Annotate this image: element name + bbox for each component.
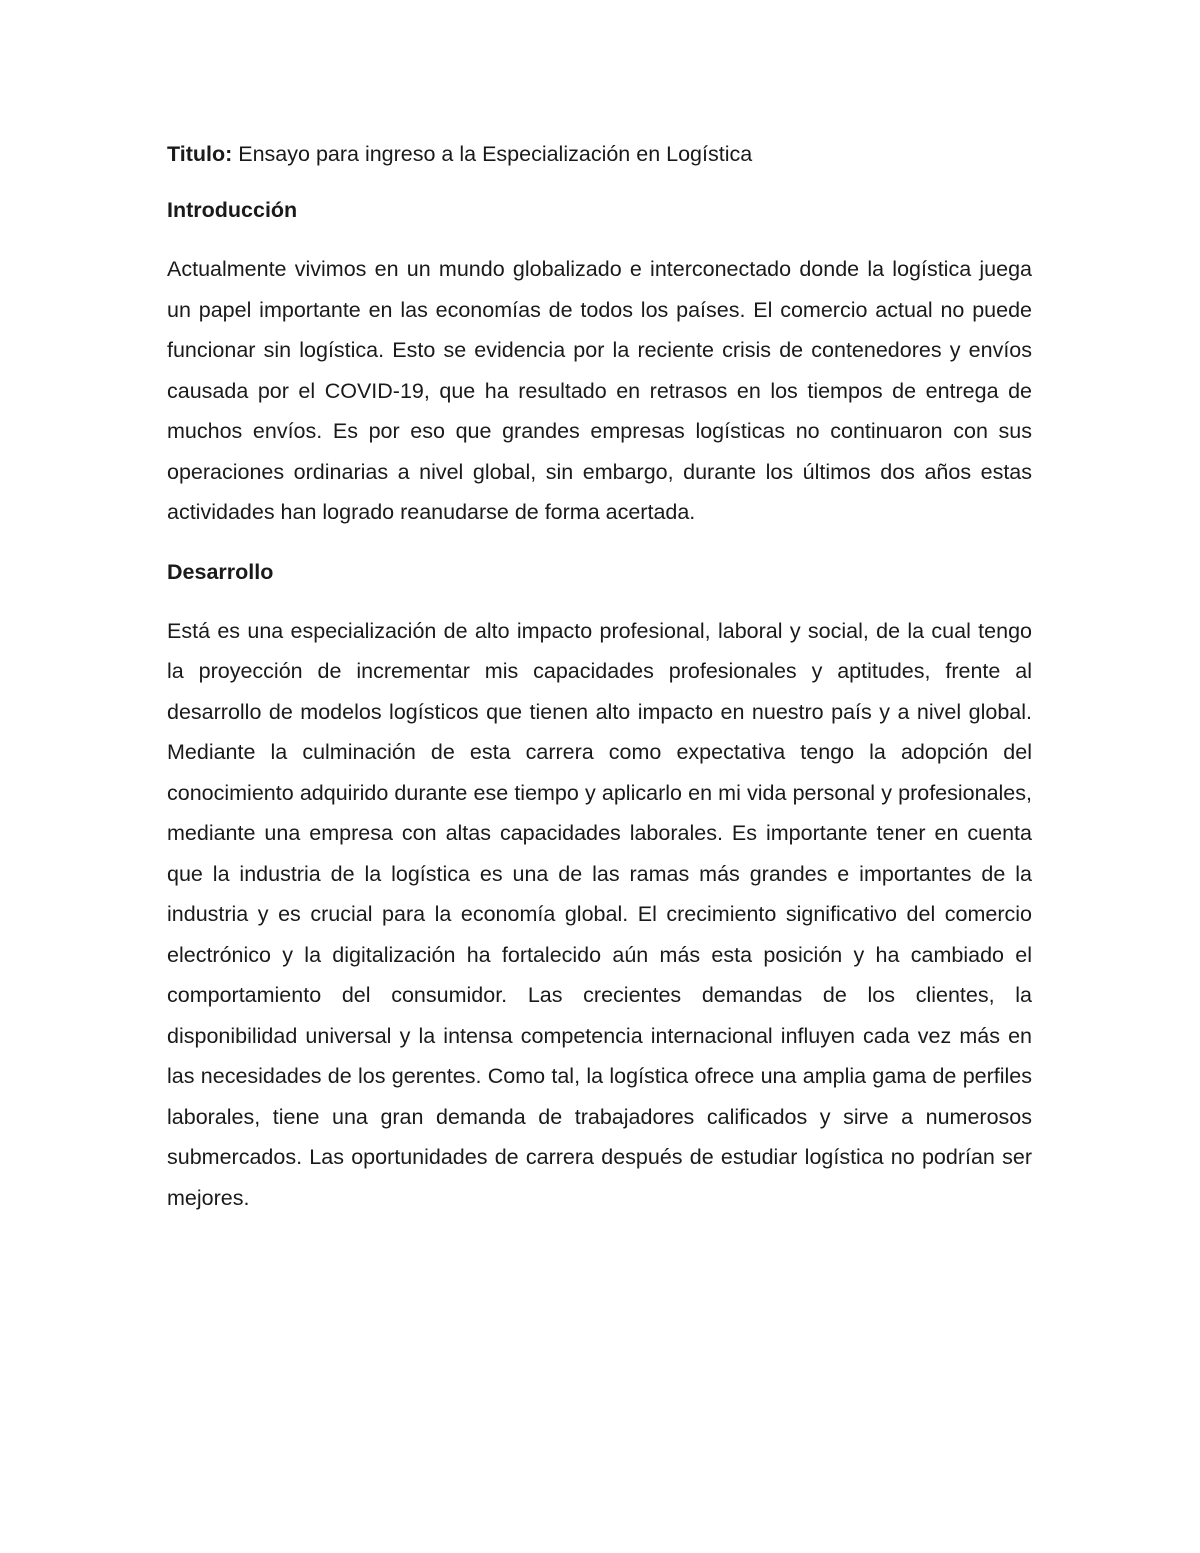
section-heading-introduccion: Introducción: [167, 198, 298, 222]
section-heading-desarrollo: Desarrollo: [167, 559, 274, 584]
document-title: [167, 137, 1032, 171]
title-label: Titulo:: [167, 142, 233, 166]
section-paragraph-introduccion: Actualmente vivimos en un mundo globalizado e interconectado donde la logística juega un papel importante en las economías de todos los países. El comercio actual no puede funcionar sin logística. Esto se evidencia por la reciente crisis de contenedores y envíos causada por el COVID-19, que ha resultado en retrasos en los tiempos de entrega de muchos envíos. Es por eso que grandes empresas logísticas no continuaron con sus operaciones ordinarias a nivel global, sin embargo, durante los últimos dos años estas actividades han logrado reanudarse de forma acertada.: [167, 257, 1032, 524]
title-text: Ensayo para ingreso a la Especialización en Logística: [232, 142, 753, 166]
section-paragraph-desarrollo: Está es una especialización de alto impacto profesional, laboral y social, de la cual tengo la proyección de incrementar mis capacidades profesionales y aptitudes, frente al desarrollo de modelos logísticos que tienen alto impacto en nuestro país y a nivel global. Mediante la culminación de esta carrera como expectativa tengo la adopción del conocimiento adquirido durante ese tiempo y aplicarlo en mi vida personal y profesionales, mediante una empresa con altas capacidades laborales. Es importante tener en cuenta que la industria de la logística es una de las ramas más grandes e importantes de la industria y es crucial para la economía global. El crecimiento significativo del comercio electrónico y la digitalización ha fortalecido aún más esta posición y ha cambiado el comportamiento del consumidor. Las crecientes demandas de los clientes, la disponibilidad universal y la intensa competencia internacional influyen cada vez más en las necesidades de los gerentes. Como tal, la logística ofrece una amplia gama de perfiles laborales, tiene una gran demanda de trabajadores calificados y sirve a numerosos submercados. Las oportunidades de carrera después de estudiar logística no podrían ser mejores.: [167, 618, 1032, 1210]
